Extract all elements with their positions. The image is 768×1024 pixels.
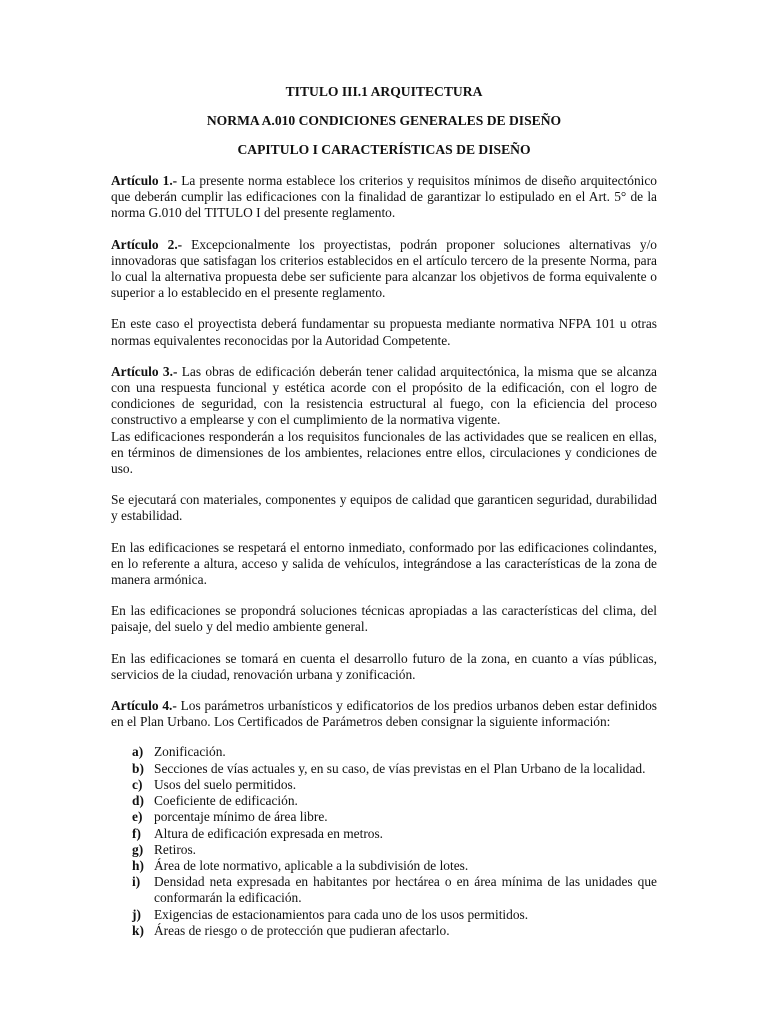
article-3-paragraph-3: Se ejecutará con materiales, componentes y equipos de calidad que garanticen seguridad, durabilidad y estabilidad. (111, 492, 657, 524)
list-item (111, 777, 657, 793)
list-item-text: Altura de edificación expresada en metros. (154, 825, 384, 841)
article-3-label: Artículo 3.- (111, 363, 178, 379)
article-2-paragraph (111, 237, 657, 302)
list-item (111, 809, 657, 825)
list-marker: c) (132, 776, 143, 792)
norma-heading: NORMA A.010 CONDICIONES GENERALES DE DISEÑO (206, 113, 562, 128)
article-1-label: Artículo 1.- (111, 173, 178, 188)
article-1-paragraph (111, 173, 657, 222)
list-item (111, 907, 657, 923)
list-item-text: Área de lote normativo, aplicable a la subdivisión de lotes. (154, 857, 469, 873)
article-2-label: Artículo 2.- (111, 236, 183, 252)
list-item-text: Áreas de riesgo o de protección que pudieran afectarlo. (154, 922, 450, 938)
article-4-paragraph (111, 698, 657, 730)
list-item-text: Densidad neta expresada en habitantes por hectárea o en área mínima de las unidades que conformarán la edificación. (154, 874, 657, 906)
article-2-text: Excepcionalmente los proyectistas, podrán proponer soluciones alternativas y/o innovadoras que satisfagan los criterios establecidos en el artículo tercero de la presente Norma, para lo cual la alternativa propuesta debe ser suficiente para alcanzar los objetivos de forma equivalente o superior a lo establecido en el presente reglamento. (111, 236, 657, 301)
article-4-label: Artículo 4.- (111, 698, 177, 714)
article-3-paragraph-6: En las edificaciones se tomará en cuenta el desarrollo futuro de la zona, en cuanto a vías públicas, servicios de la ciudad, renovación urbana y zonificación. (111, 650, 657, 682)
list-marker: g) (132, 841, 144, 857)
article-4-text: Los parámetros urbanísticos y edificatorios de los predios urbanos deben estar definidos en el Plan Urbano. Los Certificados de Parámetros deben consignar la siguiente información: (111, 698, 657, 730)
list-item (111, 874, 657, 906)
list-marker: a) (132, 744, 144, 760)
list-item-text: Exigencias de estacionamientos para cada uno de los usos permitidos. (154, 906, 529, 922)
article-4-list (111, 744, 657, 938)
list-item-text: Retiros. (154, 841, 197, 857)
list-item (111, 744, 657, 760)
list-item (111, 923, 657, 939)
document-body (111, 84, 657, 939)
list-marker: k) (132, 922, 144, 938)
list-item (111, 761, 657, 777)
list-item (111, 858, 657, 874)
list-marker: b) (132, 760, 144, 776)
article-3-paragraph-5: En las edificaciones se propondrá soluciones técnicas apropiadas a las características del clima, del paisaje, del suelo y del medio ambiente general. (111, 603, 657, 635)
article-2-paragraph-2: En este caso el proyectista deberá fundamentar su propuesta mediante normativa NFPA 101 u otras normas equivalentes reconocidas por la Autoridad Competente. (111, 316, 657, 348)
article-1-text: La presente norma establece los criterios y requisitos mínimos de diseño arquitectónico que deberán cumplir las edificaciones con la finalidad de garantizar lo estipulado en el Art. 5° de la norma G.010 del TITULO I del presente reglamento. (111, 173, 658, 221)
article-3-paragraph-2: Las edificaciones responderán a los requisitos funcionales de las actividades que se realicen en ellas, en términos de dimensiones de los ambientes, relaciones entre ellos, circulaciones y condiciones de uso. (111, 428, 657, 477)
list-item-text: porcentaje mínimo de área libre. (154, 809, 328, 825)
list-item (111, 793, 657, 809)
list-marker: h) (132, 857, 144, 873)
list-marker: i) (132, 874, 141, 890)
list-marker: f) (132, 825, 141, 841)
list-marker: j) (132, 906, 141, 922)
title-heading: TITULO III.1 ARQUITECTURA (285, 84, 483, 99)
list-item-text: Secciones de vías actuales y, en su caso, de vías previstas en el Plan Urbano de la localidad. (154, 760, 646, 776)
article-3-text: Las obras de edificación deberán tener calidad arquitectónica, la misma que se alcanza con una respuesta funcional y estética acorde con el propósito de la edificación, con el logro de condiciones de seguridad, con la resistencia estructural al fuego, con la eficiencia del proceso constructivo a emplearse y con el cumplimiento de la normativa vigente. (111, 363, 657, 428)
chapter-heading: CAPITULO I CARACTERÍSTICAS DE DISEÑO (237, 142, 531, 157)
article-3-paragraph (111, 364, 657, 429)
list-item-text: Coeficiente de edificación. (154, 793, 298, 809)
list-item (111, 826, 657, 842)
list-item (111, 842, 657, 858)
list-item-text: Usos del suelo permitidos. (154, 776, 297, 792)
article-3-paragraph-4: En las edificaciones se respetará el entorno inmediato, conformado por las edificaciones colindantes, en lo referente a altura, acceso y salida de vehículos, integrándose a las características de la zona de manera armónica. (111, 539, 657, 588)
list-marker: e) (132, 809, 143, 825)
list-item-text: Zonificación. (154, 744, 226, 760)
list-marker: d) (132, 793, 144, 809)
